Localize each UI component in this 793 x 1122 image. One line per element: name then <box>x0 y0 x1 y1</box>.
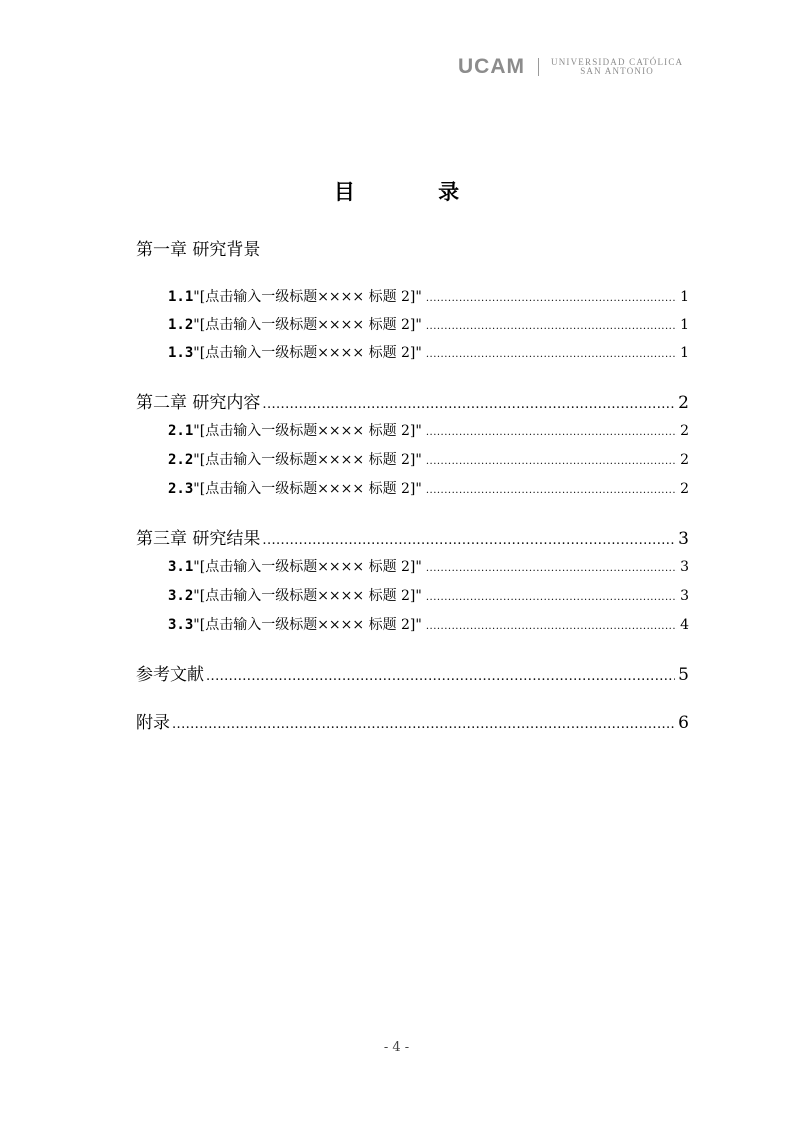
dot-leader <box>426 456 677 467</box>
section-title: "[点击输入一级标题×××× 标题 2]" <box>193 588 422 604</box>
dot-leader <box>426 293 677 304</box>
page-number: 3 <box>680 559 689 575</box>
dot-leader <box>426 427 677 438</box>
chapter-3-label: 第三章 研究结果 <box>136 529 261 549</box>
logo-text <box>551 58 683 76</box>
page-number: 5 <box>678 665 689 685</box>
chapter-1-label: 第一章 研究背景 <box>136 240 261 260</box>
page-number: 3 <box>680 588 689 604</box>
section-title: "[点击输入一级标题×××× 标题 2]" <box>193 345 422 361</box>
toc-section-2-1[interactable] <box>168 420 689 440</box>
page-number: 6 <box>678 713 689 733</box>
section-number: 1.2 <box>168 317 194 333</box>
section-title: "[点击输入一级标题×××× 标题 2]" <box>193 289 422 305</box>
section-number: 2.3 <box>168 481 194 497</box>
ucam-logo <box>458 54 683 80</box>
toc-section-2-3[interactable] <box>168 478 689 498</box>
section-number: 1.1 <box>168 289 194 305</box>
page-number: 2 <box>680 452 689 468</box>
dot-leader <box>426 621 677 632</box>
section-number: 2.2 <box>168 452 194 468</box>
dot-leader <box>426 485 677 496</box>
toc-chapter-2[interactable] <box>136 388 689 413</box>
toc-appendix[interactable] <box>136 708 689 733</box>
appendix-label: 附录 <box>136 713 170 733</box>
page-number: 1 <box>680 345 689 361</box>
section-number: 3.3 <box>168 617 194 633</box>
toc-section-3-1[interactable] <box>168 556 689 576</box>
section-title: "[点击输入一级标题×××× 标题 2]" <box>193 617 422 633</box>
dot-leader <box>262 533 675 548</box>
chapter-2-label: 第二章 研究内容 <box>136 393 261 413</box>
toc-section-1-3[interactable] <box>168 342 689 362</box>
section-title: "[点击输入一级标题×××× 标题 2]" <box>193 559 422 575</box>
page-number: 2 <box>680 423 689 439</box>
toc-section-1-1[interactable] <box>168 286 689 306</box>
logo-line-2: SAN ANTONIO <box>580 66 655 76</box>
section-number: 1.3 <box>168 345 194 361</box>
toc-references[interactable] <box>136 660 689 685</box>
page-number: 1 <box>680 317 689 333</box>
section-title: "[点击输入一级标题×××× 标题 2]" <box>193 423 422 439</box>
dot-leader <box>172 717 675 732</box>
dot-leader <box>426 349 677 360</box>
footer-page-number: - 4 - <box>383 1040 410 1055</box>
references-label: 参考文献 <box>136 665 204 685</box>
section-title: "[点击输入一级标题×××× 标题 2]" <box>193 452 422 468</box>
section-title: "[点击输入一级标题×××× 标题 2]" <box>193 317 422 333</box>
page-number: 4 <box>680 617 689 633</box>
logo-separator <box>538 58 539 76</box>
toc-title: 目 录 <box>333 180 498 204</box>
section-title: "[点击输入一级标题×××× 标题 2]" <box>193 481 422 497</box>
toc-section-1-2[interactable] <box>168 314 689 334</box>
section-number: 3.1 <box>168 559 194 575</box>
dot-leader <box>426 592 677 603</box>
toc-chapter-1[interactable] <box>136 235 260 260</box>
page-number: 2 <box>678 393 689 413</box>
page-number: 1 <box>680 289 689 305</box>
dot-leader <box>262 397 675 412</box>
dot-leader <box>426 563 677 574</box>
toc-chapter-3[interactable] <box>136 524 689 549</box>
section-number: 2.1 <box>168 423 194 439</box>
dot-leader <box>206 669 675 684</box>
page-number: 3 <box>678 529 689 549</box>
toc-section-3-2[interactable] <box>168 585 689 605</box>
logo-line-1: UNIVERSIDAD CATÓLICA <box>551 57 684 67</box>
dot-leader <box>426 321 677 332</box>
logo-mark: UCAM <box>458 55 525 78</box>
toc-section-2-2[interactable] <box>168 449 689 469</box>
page-number: 2 <box>680 481 689 497</box>
section-number: 3.2 <box>168 588 194 604</box>
toc-section-3-3[interactable] <box>168 614 689 634</box>
